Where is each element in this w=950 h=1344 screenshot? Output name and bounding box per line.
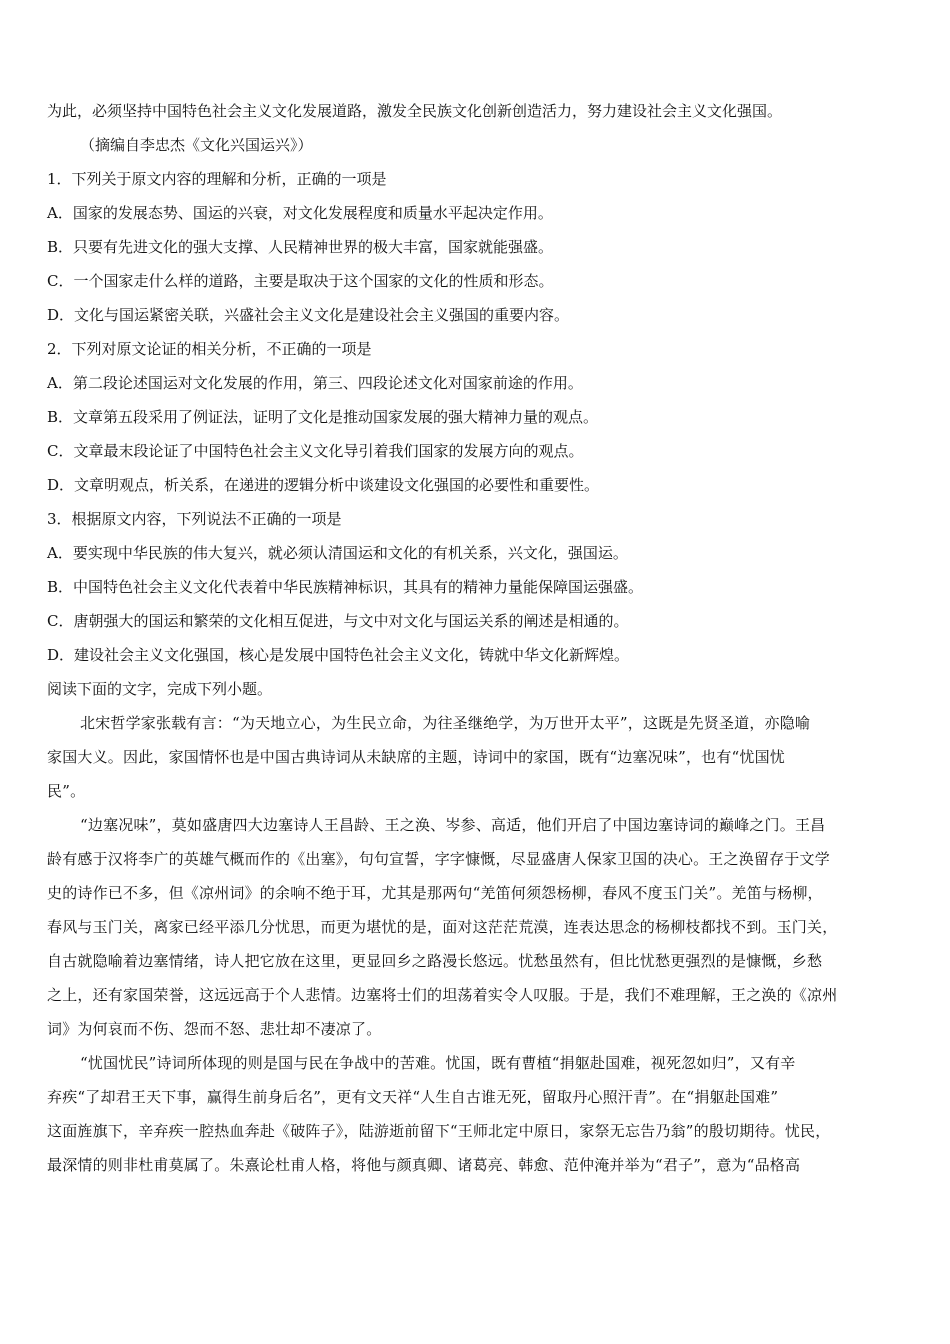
essay-line: 词》为何哀而不伤、怨而不怒、悲壮却不凄凉了。	[47, 1020, 382, 1038]
question-2-option-d: D．文章明观点，析关系，在递进的逻辑分析中谈建设文化强国的必要性和重要性。	[47, 476, 600, 494]
question-1-option-c: C．一个国家走什么样的道路，主要是取决于这个国家的文化的性质和形态。	[47, 272, 554, 290]
question-3-stem: 3．根据原文内容，下列说法不正确的一项是	[47, 510, 342, 528]
question-1-option-b: B．只要有先进文化的强大支撑、人民精神世界的极大丰富，国家就能强盛。	[47, 238, 554, 256]
question-2-option-a: A．第二段论述国运对文化发展的作用，第三、四段论述文化对国家前途的作用。	[47, 374, 583, 392]
essay-line: 史的诗作已不多，但《凉州词》的余响不绝于耳，尤其是那两句“羌笛何须怨杨柳，春风不度玉门关”。羌笛与杨柳，	[47, 884, 823, 902]
essay-line: “边塞况味”，莫如盛唐四大边塞诗人王昌龄、王之涣、岑参、高适，他们开启了中国边塞诗词的巅峰之门。王昌	[80, 816, 826, 834]
essay-line: 最深情的则非杜甫莫属了。朱熹论杜甫人格，将他与颜真卿、诸葛亮、韩愈、范仲淹并举为“君子”，意为“品格高	[47, 1156, 801, 1174]
essay-line: 北宋哲学家张载有言：“为天地立心，为生民立命，为往圣继绝学，为万世开太平”，这既是先贤圣道，亦隐喻	[80, 714, 811, 732]
question-2-option-c: C．文章最末段论证了中国特色社会主义文化导引着我们国家的发展方向的观点。	[47, 442, 584, 460]
question-3-option-a: A．要实现中华民族的伟大复兴，就必须认清国运和文化的有机关系，兴文化，强国运。	[47, 544, 628, 562]
essay-line: 之上，还有家国荣誉，这远远高于个人悲情。边塞将士们的坦荡着实令人叹服。于是，我们不难理解，王之涣的《凉州	[47, 986, 838, 1004]
essay-line: 弃疾“了却君王天下事，赢得生前身后名”，更有文天祥“人生自古谁无死，留取丹心照汗青”。在“捐躯赴国难”	[47, 1088, 779, 1106]
essay-line: 龄有感于汉将李广的英雄气概而作的《出塞》，句句宣誓，字字慷慨，尽显盛唐人保家卫国的决心。王之涣留存于文学	[47, 850, 830, 868]
essay-line: 民”。	[47, 782, 86, 800]
question-3-option-c: C．唐朝强大的国运和繁荣的文化相互促进，与文中对文化与国运关系的阐述是相通的。	[47, 612, 629, 630]
question-1-option-d: D．文化与国运紧密关联，兴盛社会主义文化是建设社会主义强国的重要内容。	[47, 306, 570, 324]
question-2-option-b: B．文章第五段采用了例证法，证明了文化是推动国家发展的强大精神力量的观点。	[47, 408, 599, 426]
essay-line: 自古就隐喻着边塞情绪，诗人把它放在这里，更显回乡之路漫长悠远。忧愁虽然有，但比忧愁更强烈的是慷慨，乡愁	[47, 952, 823, 970]
question-3-option-b: B．中国特色社会主义文化代表着中华民族精神标识，其具有的精神力量能保障国运强盛。	[47, 578, 644, 596]
passage-source: （摘编自李忠杰《文化兴国运兴》）	[80, 136, 313, 154]
question-2-stem: 2．下列对原文论证的相关分析，不正确的一项是	[47, 340, 372, 358]
passage-closing-line: 为此，必须坚持中国特色社会主义文化发展道路，激发全民族文化创新创造活力，努力建设社会主义文化强国。	[47, 102, 783, 120]
essay-line: “忧国忧民”诗词所体现的则是国与民在争战中的苦难。忧国，既有曹植“捐躯赴国难，视死忽如归”，又有辛	[80, 1054, 796, 1072]
essay-line: 家国大义。因此，家国情怀也是中国古典诗词从未缺席的主题，诗词中的家国，既有“边塞况味”，也有“忧国忧	[47, 748, 786, 766]
question-3-option-d: D．建设社会主义文化强国，核心是发展中国特色社会主义文化，铸就中华文化新辉煌。	[47, 646, 630, 664]
question-1-stem: 1．下列关于原文内容的理解和分析，正确的一项是	[47, 170, 387, 188]
essay-line: 这面旌旗下，辛弃疾一腔热血奔赴《破阵子》，陆游逝前留下“王师北定中原日，家祭无忘告乃翁”的殷切期待。忧民，	[47, 1122, 831, 1140]
question-1-option-a: A．国家的发展态势、国运的兴衰，对文化发展程度和质量水平起决定作用。	[47, 204, 553, 222]
reading-instruction: 阅读下面的文字，完成下列小题。	[47, 680, 273, 698]
essay-line: 春风与玉门关，离家已经平添几分忧思，而更为堪忧的是，面对这茫茫荒漠，连表达思念的杨柳枝都找不到。玉门关，	[47, 918, 838, 936]
